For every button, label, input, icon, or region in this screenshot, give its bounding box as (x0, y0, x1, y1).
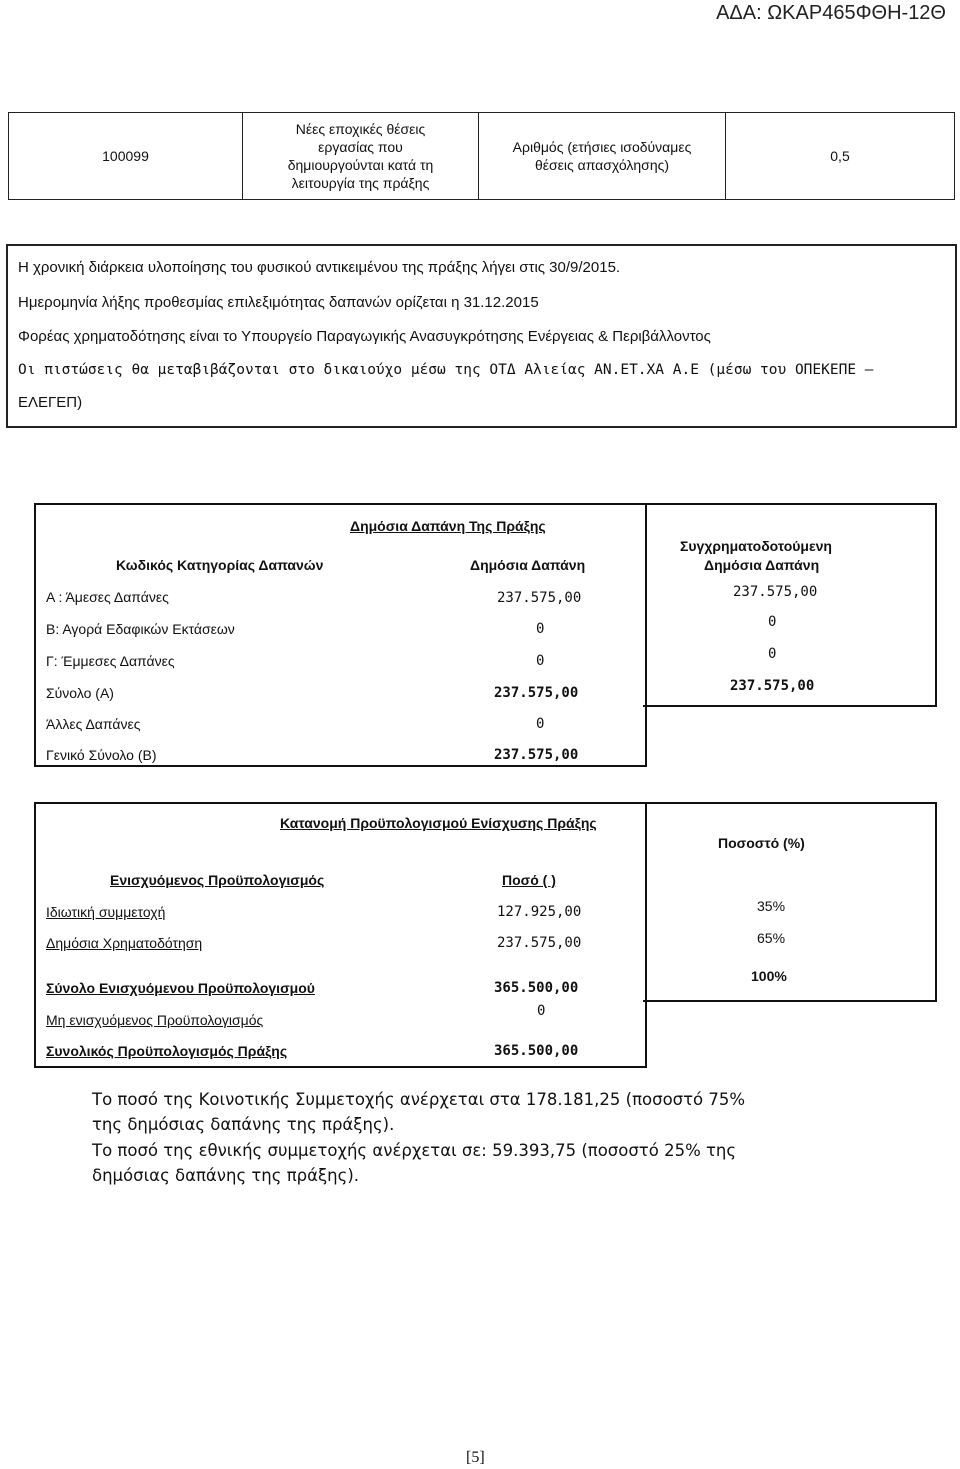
expense-col-public: Δημόσια Δαπάνη (470, 557, 586, 573)
budget-col-percent: Ποσοστό (%) (718, 835, 805, 851)
expense-row-label: Σύνολο (Α) (46, 685, 114, 701)
budget-row-label: Ιδιωτική συμμετοχή (46, 904, 166, 920)
expense-row-label: Α : Άμεσες Δαπάνες (46, 589, 169, 605)
expense-col-category: Κωδικός Κατηγορίας Δαπανών (116, 557, 324, 573)
budget-row-label: Συνολικός Προϋπολογισμός Πράξης (46, 1043, 288, 1059)
budget-group-header: Κατανομή Προϋπολογισμού Ενίσχυσης Πράξης (280, 815, 597, 831)
paragraph-community-line1: Το ποσό της Κοινοτικής Συμμετοχής ανέρχεται στα 178.181,25 (ποσοστό 75% (92, 1090, 746, 1109)
indicator-description: Νέες εποχικές θέσεις εργασίας που δημιουργούνται κατά τη λειτουργία της πράξης (287, 121, 434, 191)
expense-row-public: 237.575,00 (494, 747, 579, 763)
indicator-value: 0,5 (830, 148, 850, 164)
ada-code: ΑΔΑ: ΩΚΑΡ465ΦΘΗ-12Θ (716, 2, 946, 24)
budget-row-percent: 35% (757, 898, 786, 914)
expense-row-public: 0 (536, 621, 545, 637)
info-line-deadline: Ημερομηνία λήξης προθεσμίας επιλεξιμότητας δαπανών ορίζεται η 31.12.2015 (18, 294, 539, 311)
expense-col-cofinanced-2: Δημόσια Δαπάνη (704, 557, 820, 573)
expense-row-public: 237.575,00 (494, 685, 579, 701)
info-line-transfer: Οι πιστώσεις θα μεταβιβάζονται στο δικαιούχο μέσω της ΟΤΔ Αλιείας ΑΝ.ΕΤ.ΧΑ Α.Ε (μέσω του ΟΠΕΚΕΠΕ – (18, 362, 874, 378)
paragraph-community-line2: της δημόσιας δαπάνης της πράξης). (92, 1115, 395, 1134)
expense-group-header: Δημόσια Δαπάνη Της Πράξης (350, 518, 546, 534)
paragraph-national-line2: δημόσιας δαπάνης της πράξης). (92, 1166, 360, 1185)
expense-row-label: Γ: Έμμεσες Δαπάνες (46, 653, 175, 669)
expense-row-cofinanced: 237.575,00 (730, 678, 815, 694)
budget-col-amount: Ποσό ( ) (502, 872, 556, 888)
budget-row-label: Σύνολο Ενισχυόμενου Προϋπολογισμού (46, 980, 315, 996)
budget-row-percent: 65% (757, 930, 786, 946)
budget-row-amount: 237.575,00 (497, 935, 582, 951)
expense-row-cofinanced: 237.575,00 (733, 584, 818, 600)
page-number: [5] (466, 1449, 485, 1466)
indicator-table (8, 112, 955, 200)
budget-row-amount: 127.925,00 (497, 904, 582, 920)
expense-row-cofinanced: 0 (768, 614, 777, 630)
info-line-funder: Φορέας χρηματοδότησης είναι το Υπουργείο Παραγωγικής Ανασυγκρότησης Ενέργειας & Περιβάλλοντος (18, 328, 711, 345)
indicator-code: 100099 (102, 148, 149, 164)
budget-row-amount: 365.500,00 (494, 1043, 579, 1059)
budget-row-percent: 100% (751, 968, 787, 984)
expense-row-cofinanced: 0 (768, 646, 777, 662)
budget-row-label: Μη ενισχυόμενος Προϋπολογισμός (46, 1012, 264, 1028)
expense-row-public: 0 (536, 653, 545, 669)
budget-row-label: Δημόσια Χρηματοδότηση (46, 935, 203, 951)
paragraph-national-line1: Το ποσό της εθνικής συμμετοχής ανέρχεται σε: 59.393,75 (ποσοστό 25% της (92, 1141, 737, 1160)
expense-row-label: Γενικό Σύνολο (Β) (46, 747, 157, 763)
budget-row-amount: 0 (537, 1003, 546, 1019)
expense-row-label: Β: Αγορά Εδαφικών Εκτάσεων (46, 621, 235, 637)
budget-col-budget: Ενισχυόμενος Προϋπολογισμός (110, 872, 325, 888)
info-line-duration: Η χρονική διάρκεια υλοποίησης του φυσικού αντικειμένου της πράξης λήγει στις 30/9/2015. (18, 259, 621, 276)
indicator-unit: Αριθμός (ετήσιες ισοδύναμες θέσεις απασχόλησης) (512, 139, 692, 173)
expense-row-public: 0 (536, 716, 545, 732)
budget-table-extension (643, 802, 937, 1002)
budget-row-amount: 365.500,00 (494, 980, 579, 996)
expense-col-cofinanced-1: Συγχρηματοδοτούμενη (680, 538, 832, 554)
expense-table-extension (643, 503, 937, 707)
expense-row-public: 237.575,00 (497, 590, 582, 606)
expense-row-label: Άλλες Δαπάνες (46, 716, 141, 732)
info-line-transfer-cont: ΕΛΕΓΕΠ) (18, 394, 83, 411)
